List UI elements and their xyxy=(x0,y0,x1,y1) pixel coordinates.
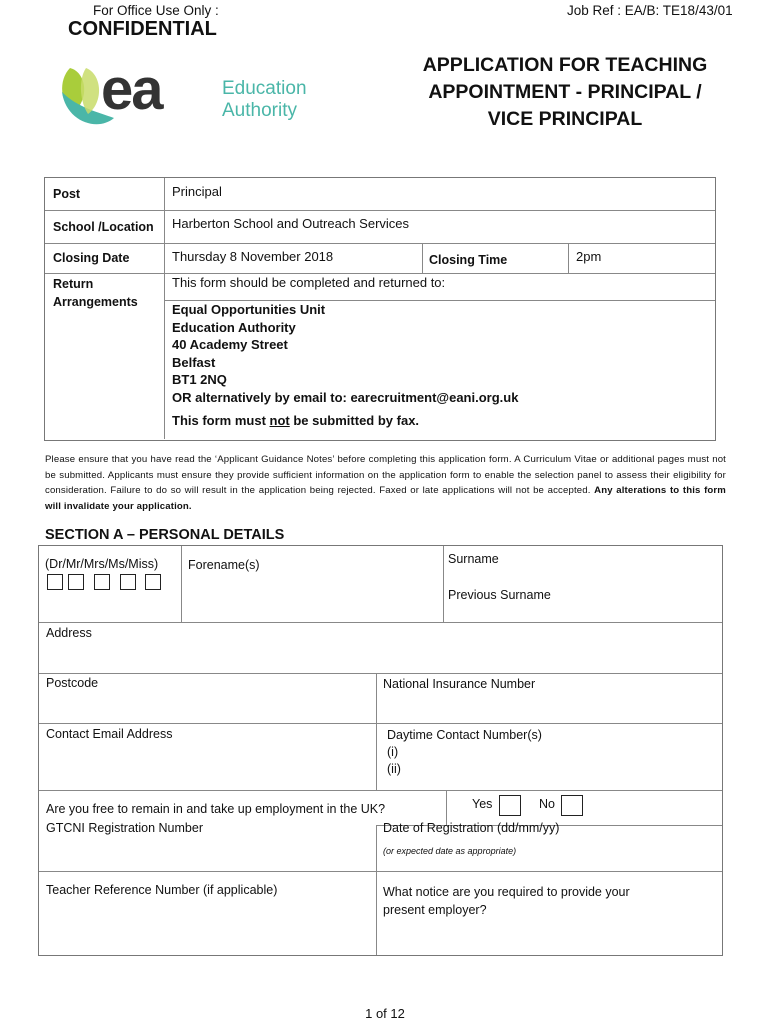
form-divider xyxy=(446,790,447,825)
school-label: School /Location xyxy=(53,220,154,234)
no-checkbox[interactable] xyxy=(561,795,583,816)
title-line-2: APPOINTMENT - PRINCIPAL / xyxy=(428,81,702,103)
form-divider xyxy=(39,871,722,872)
closing-time-label: Closing Time xyxy=(429,253,508,267)
address-line: Equal Opportunities Unit xyxy=(172,302,326,317)
form-divider xyxy=(376,673,377,790)
table-divider xyxy=(422,243,423,273)
return-intro: This form should be completed and returned to: xyxy=(172,275,446,290)
closing-time-value: 2pm xyxy=(576,249,602,264)
guidance-notice xyxy=(45,452,726,514)
return-address xyxy=(172,301,518,430)
school-value: Harberton School and Outreach Services xyxy=(172,216,410,231)
post-details-table xyxy=(44,177,716,441)
fax-pre: This form must xyxy=(172,413,270,428)
notice-question-line-1: What notice are you required to provide your xyxy=(383,885,630,899)
notice-bold: Any alterations to this form will invalidate your application. xyxy=(45,485,726,512)
fax-warning xyxy=(172,412,518,430)
teacher-reference-label: Teacher Reference Number (if applicable) xyxy=(46,883,278,897)
no-label: No xyxy=(539,797,555,811)
title-checkbox-miss[interactable] xyxy=(145,574,161,590)
address-label: Address xyxy=(46,626,92,640)
title-checkbox-mrs[interactable] xyxy=(94,574,110,590)
title-checkbox-dr[interactable] xyxy=(47,574,63,590)
form-divider xyxy=(181,546,182,622)
ni-number-label: National Insurance Number xyxy=(383,677,536,691)
notice-text: Please ensure that you have read the ‘Applicant Guidance Notes’ before completing this application form. A Curriculum Vitae or additional pages must not be submitted. Applicants must ensure they provide sufficient information on the application form to enable the selection panel to assess their eligibility for consideration. Failure to do so will result in the application being rejected. Faxed or late applications will not be accepted. xyxy=(45,454,726,496)
email-line: OR alternatively by email to: earecruitment@eani.org.uk xyxy=(172,389,519,405)
title-line-1: APPLICATION FOR TEACHING xyxy=(422,54,708,76)
registration-date-label: Date of Registration (dd/mm/yy) xyxy=(383,821,560,835)
post-label: Post xyxy=(53,187,81,201)
office-use-label: For Office Use Only : xyxy=(93,3,219,18)
forename-label: Forename(s) xyxy=(188,558,260,572)
daytime-number-i: (i) xyxy=(387,745,399,759)
uk-employment-question: Are you free to remain in and take up employment in the UK? xyxy=(46,802,386,816)
form-divider xyxy=(39,673,722,674)
closing-date-label: Closing Date xyxy=(53,251,130,265)
daytime-number-ii: (ii) xyxy=(387,762,401,776)
daytime-number-block xyxy=(387,727,542,778)
address-line: Education Authority xyxy=(172,319,296,335)
logo-ea-text: ea xyxy=(101,57,162,122)
section-a-heading: SECTION A – PERSONAL DETAILS xyxy=(45,527,285,543)
yes-checkbox[interactable] xyxy=(499,795,521,816)
notice-question-line-2: present employer? xyxy=(383,903,487,917)
notice-period-question xyxy=(383,883,630,919)
form-divider xyxy=(39,723,722,724)
postcode-label: Postcode xyxy=(46,676,99,690)
page-number: 1 of 12 xyxy=(365,1006,405,1021)
title-checkbox-mr[interactable] xyxy=(68,574,84,590)
table-divider xyxy=(164,178,165,439)
fax-post: be submitted by fax. xyxy=(289,413,420,428)
table-divider xyxy=(45,210,715,211)
registration-date-note: (or expected date as appropriate) xyxy=(383,846,517,856)
form-divider xyxy=(443,546,444,622)
return-label-1: Return xyxy=(53,277,94,291)
post-value: Principal xyxy=(172,184,222,199)
title-line-3: VICE PRINCIPAL xyxy=(487,108,643,130)
gtcni-label: GTCNI Registration Number xyxy=(46,821,203,835)
title-checkbox-ms[interactable] xyxy=(120,574,136,590)
form-divider xyxy=(376,825,377,955)
closing-date-value: Thursday 8 November 2018 xyxy=(172,249,334,264)
table-divider xyxy=(45,243,715,244)
logo-education-text: Education xyxy=(222,78,307,99)
surname-label: Surname xyxy=(448,552,499,566)
confidential-label: CONFIDENTIAL xyxy=(68,18,217,40)
address-line: BT1 2NQ xyxy=(172,372,227,387)
personal-details-form xyxy=(38,545,723,956)
contact-email-label: Contact Email Address xyxy=(46,727,173,741)
form-divider xyxy=(39,790,722,791)
yes-label: Yes xyxy=(472,797,493,811)
application-title xyxy=(405,52,725,133)
address-line: 40 Academy Street xyxy=(172,337,288,352)
daytime-number-label: Daytime Contact Number(s) xyxy=(387,728,542,742)
address-line: Belfast xyxy=(172,354,216,370)
title-label: (Dr/Mr/Mrs/Ms/Miss) xyxy=(45,557,159,571)
logo-authority-text: Authority xyxy=(222,100,297,121)
table-divider xyxy=(568,243,569,273)
fax-not: not xyxy=(269,413,290,428)
table-divider xyxy=(45,273,715,274)
form-divider xyxy=(39,622,722,623)
job-ref: Job Ref : EA/B: TE18/43/01 xyxy=(567,3,733,18)
return-label-2: Arrangements xyxy=(53,295,138,309)
previous-surname-label: Previous Surname xyxy=(448,588,551,602)
